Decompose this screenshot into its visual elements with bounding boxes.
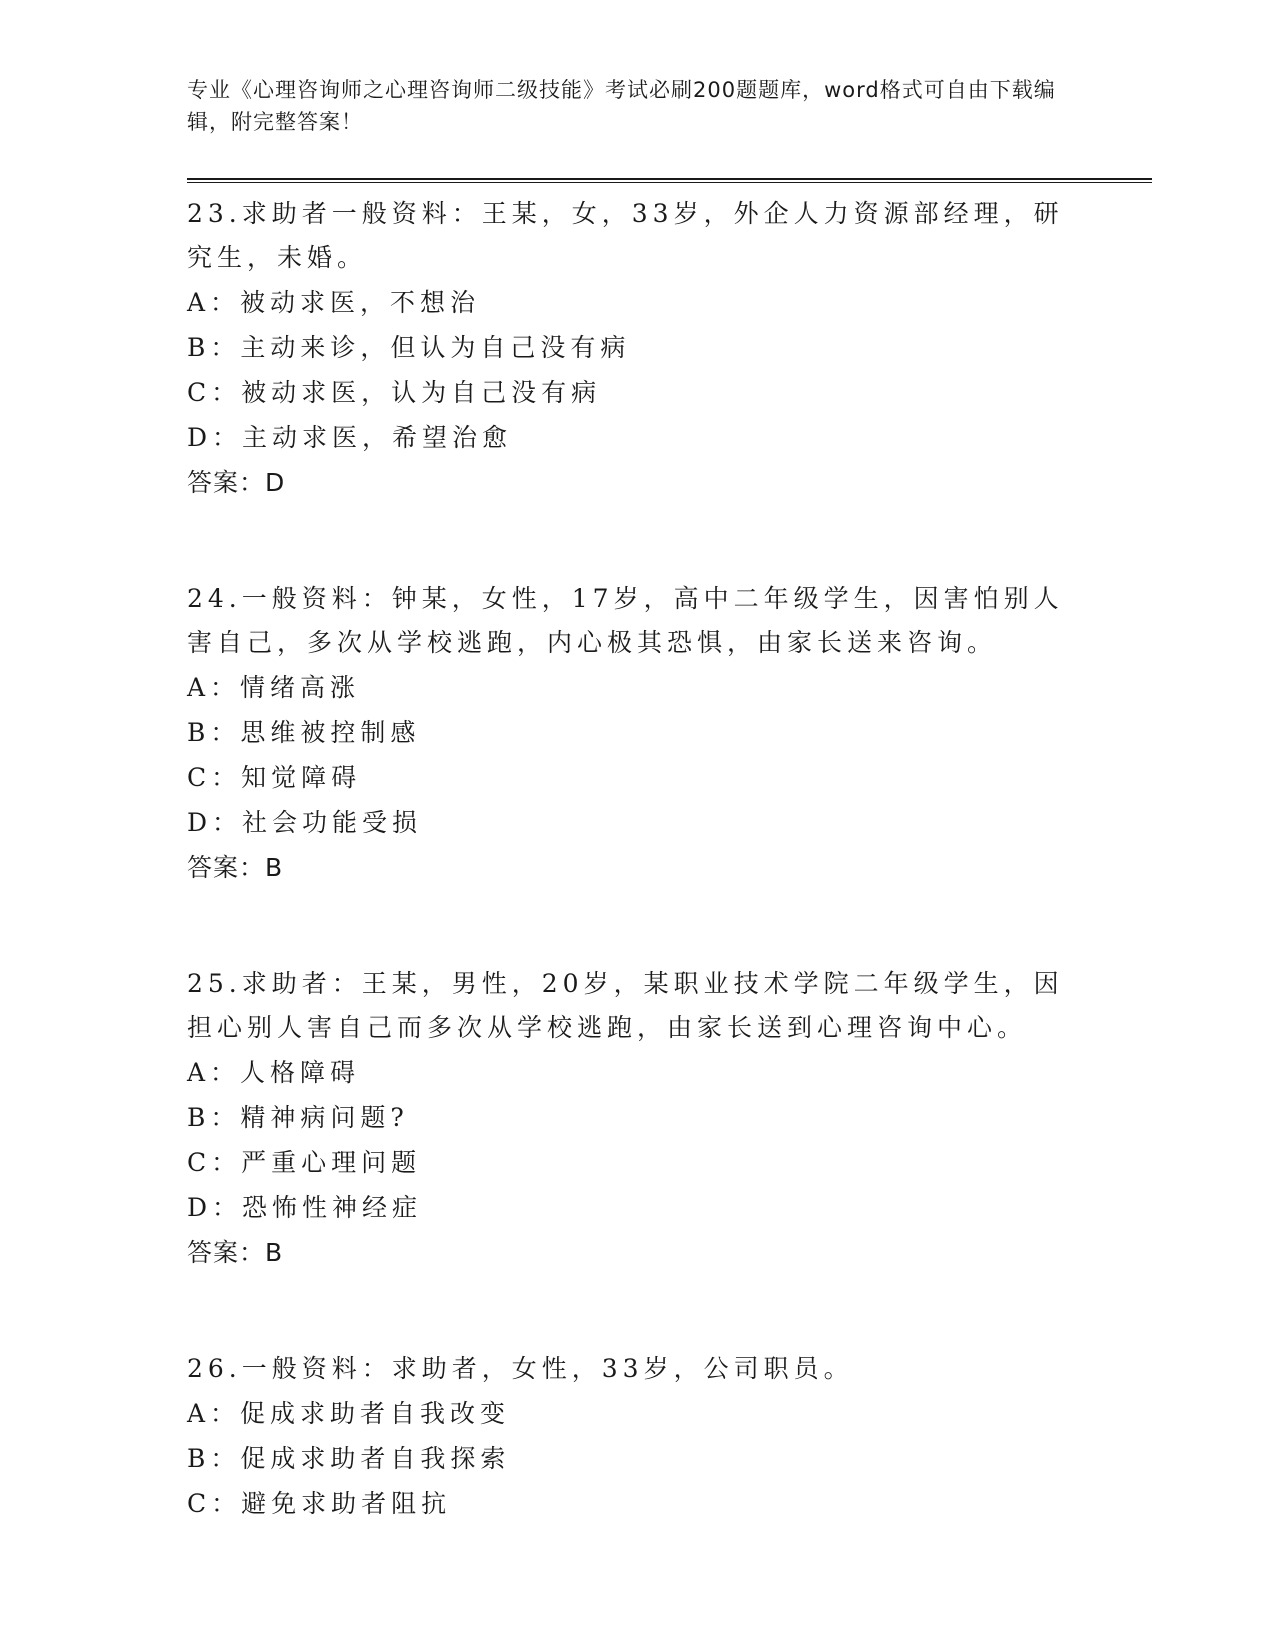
question-stem: 24.一般资料：钟某，女性，17岁，高中二年级学生，因害怕别人害自己，多次从学校逃跑，内心极其恐惧，由家长送来咨询。 — [187, 584, 1064, 657]
option-b: B：促成求助者自我探索 — [187, 1444, 511, 1473]
answer-line: 答案：B — [187, 853, 284, 882]
answer-line: 答案：B — [187, 1238, 284, 1267]
option-d: D：恐怖性神经症 — [187, 1193, 423, 1222]
answer-line: 答案：D — [187, 468, 286, 497]
option-c: C：被动求医，认为自己没有病 — [187, 378, 602, 407]
option-a: A：人格障碍 — [187, 1058, 361, 1087]
option-b: B：思维被控制感 — [187, 718, 421, 747]
header-divider-thin — [187, 182, 1152, 183]
question-list — [187, 192, 1087, 1526]
option-c: C：知觉障碍 — [187, 763, 362, 792]
option-d: D：社会功能受损 — [187, 808, 423, 837]
option-c: C：严重心理问题 — [187, 1148, 422, 1177]
option-a: A：被动求医，不想治 — [187, 288, 481, 317]
option-b: B：精神病问题? — [187, 1103, 409, 1132]
question-spacer — [187, 505, 1087, 577]
question-23 — [187, 192, 1087, 505]
question-stem: 25.求助者：王某，男性，20岁，某职业技术学院二年级学生，因担心别人害自己而多次从学校逃跑，由家长送到心理咨询中心。 — [187, 969, 1064, 1042]
option-a: A：促成求助者自我改变 — [187, 1399, 511, 1428]
question-spacer — [187, 1275, 1087, 1347]
document-header-intro: 专业《心理咨询师之心理咨询师二级技能》考试必刷200题题库，word格式可自由下载编辑，附完整答案！ — [187, 78, 1056, 134]
option-b: B：主动来诊，但认为自己没有病 — [187, 333, 631, 362]
question-stem: 23.求助者一般资料：王某，女，33岁，外企人力资源部经理，研究生，未婚。 — [187, 199, 1064, 272]
option-c: C：避免求助者阻抗 — [187, 1489, 452, 1518]
option-a: A：情绪高涨 — [187, 673, 361, 702]
header-divider-thick — [187, 178, 1152, 180]
question-26 — [187, 1347, 1087, 1526]
question-25 — [187, 962, 1087, 1275]
option-d: D：主动求医，希望治愈 — [187, 423, 513, 452]
question-stem: 26.一般资料：求助者，女性，33岁，公司职员。 — [187, 1354, 854, 1383]
question-24 — [187, 577, 1087, 890]
question-spacer — [187, 890, 1087, 962]
